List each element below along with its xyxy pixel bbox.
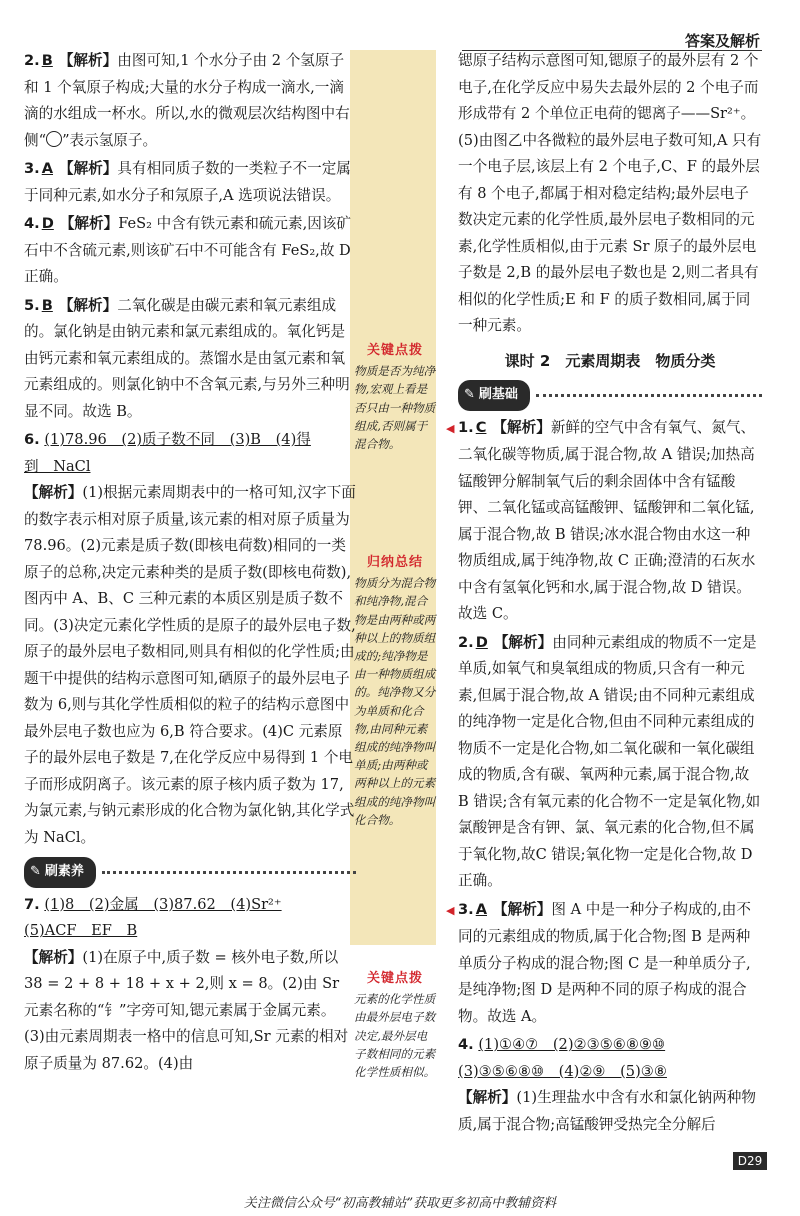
note-key-point-1 <box>354 342 436 453</box>
analysis-text: 新鲜的空气中含有氧气、氮气、二氧化碳等物质,属于混合物,故 A 错误;加热高锰酸钾分解制氧气后的剩余固体中含有锰酸钾、二氧化锰或高锰酸钾、锰酸钾和二氧化锰,属于混合物,故 B 错误;冰水混合物由水这一种物质组成,属于纯净物,故 C 正确;澄清的石灰水中含有氢氧化钙和水,属于混合物,故 D 错误。故选 C。 <box>458 418 756 622</box>
analysis-text: FeS₂ 中含有铁元素和硫元素,因该矿石中不含硫元素,则该矿石中不可能含有 FeS₂,故 D 正确。 <box>24 215 352 285</box>
analysis-tag: 【解析】 <box>493 900 552 918</box>
triangle-marker-icon: ◀ <box>446 903 455 917</box>
answer-stem-cont: (5)ACF EF B <box>24 922 138 939</box>
answer-item-r4 <box>458 1032 762 1138</box>
analysis-tag: 【解析】 <box>58 52 118 69</box>
note-title: 关键点拨 <box>366 343 423 358</box>
answer-item-6 <box>24 427 356 851</box>
badge-label: 刷基础 <box>478 387 518 402</box>
page-number: D29 <box>733 1152 767 1170</box>
analysis-tag: 【解析】 <box>59 160 118 177</box>
analysis-tag: 【解析】 <box>492 418 551 436</box>
note-text: 物质是否为纯净物,宏观上看是否只由一种物质组成,否则属于混合物。 <box>354 364 436 452</box>
lesson-heading: 课时 2 元素周期表 物质分类 <box>504 351 716 370</box>
dotted-rule <box>536 394 762 397</box>
item-number: 2. <box>458 633 474 651</box>
note-summary <box>354 554 436 829</box>
item-number: 3. <box>24 160 40 177</box>
answer-letter: B <box>41 296 53 314</box>
item-number: 5. <box>24 296 40 314</box>
analysis-tag: 【解析】 <box>58 296 118 314</box>
answer-stem: (1)①④⑦ (2)②③⑤⑥⑧⑨⑩ <box>478 1036 666 1053</box>
analysis-text: 图 A 中是一种分子构成的,由不同的元素组成的物质,属于化合物;图 B 是两种单质分子构成的混合物;图 C 是一种单质分子,是纯净物;图 D 是两种不同的原子构成的混合物。故选 A。 <box>458 900 751 1025</box>
analysis-text: 二氧化碳是由碳元素和氧元素组成的。氯化钠是由钠元素和氯元素组成的。氧化钙是由钙元素和氧元素组成的。蒸馏水是由氢元素和氧元素组成的。则氯化钠中不含氧元素,与另外三种明显不同。故选 B。 <box>24 296 350 420</box>
answer-letter: B <box>41 52 53 69</box>
footer-notice: 关注微信公众号“初高教辅站”获取更多初高中教辅资料 <box>243 1196 557 1211</box>
continued-text: 锶原子结构示意图可知,锶原子的最外层有 2 个电子,在化学反应中易失去最外层的 2 个电子而形成带有 2 个单位正电荷的锶离子——Sr²⁺。(5)由图乙中各微粒的最外层电子数可知,A 只有一个电子层,该层上有 2 个电子,C、F 的最外层有 8 个电子,都属于相对稳定结构;最外层电子数决定元素的化学性质,最外层电子数相同的元素,化学性质相似,由于元素 Sr 原子的最外层电子数是 2,B 的最外层电子数也是 2,则二者具有相似的化学性质;E 和 F 的质子数相同,属于同一种元素。 <box>458 52 762 334</box>
item-number: 7. <box>24 895 40 913</box>
badge-label: 刷素养 <box>44 864 84 879</box>
right-column <box>446 48 762 1140</box>
note-title: 归纳总结 <box>366 555 423 570</box>
answer-item-r1 <box>446 415 762 628</box>
item-number: 1. <box>458 418 474 436</box>
note-text: 物质分为混合物和纯净物,混合物是由两种或两种以上的物质组成的;纯净物是由一种物质组成的。纯净物又分为单质和化合物,由同种元素组成的纯净物叫单质;由两种或两种以上的元素组成的纯净物叫化合物。 <box>354 576 436 827</box>
section-divider <box>24 857 356 888</box>
analysis-text: (1)在原子中,质子数 = 核外电子数,所以 38 = 2 + 8 + 18 + x + 2,则 x = 8。(2)由 Sr 元素名称的“钅”字旁可知,锶元素属于金属元素。(3)由元素周期表一格中的信息可知,Sr 元素的相对原子质量为 87.62。(4)由 <box>24 948 349 1072</box>
analysis-text: 具有相同质子数的一类粒子不一定属于同种元素,如水分子和氖原子,A 选项说法错误。 <box>24 160 351 204</box>
analysis-text: (1)生理盐水中含有水和氯化钠两种物质,属于混合物;高锰酸钾受热完全分解后 <box>458 1089 756 1133</box>
analysis-tag: 【解析】 <box>493 633 553 651</box>
analysis-text: 由图可知,1 个水分子由 2 个氢原子和 1 个氧原子构成;大量的水分子构成一滴水,一滴滴的水组成一杯水。所以,水的微观层次结构图中右侧“ <box>24 52 350 149</box>
pencil-icon: ✎ <box>30 864 41 879</box>
item-number: 6. <box>24 431 40 448</box>
answer-item-r3 <box>446 897 762 1031</box>
answer-item-5 <box>24 293 356 426</box>
item-number: 3. <box>458 900 474 918</box>
note-text: 元素的化学性质由最外层电子数决定,最外层电子数相同的元素化学性质相似。 <box>354 992 436 1080</box>
analysis-text: (1)根据元素周期表中的一格可知,汉字下面的数字表示相对原子质量,该元素的相对原子质量为 78.96。(2)元素是质子数(即核电荷数)相同的一类原子的总称,决定元素种类的是质子数(即核电荷数),图丙中 A、B、C 三种元素的本质区别是质子数不同。(3)决定元素化学性质的是原子的最外层电子数,原子的最外层电子数相同,则具有相似的化学性质;由题干中提供的结构示意图可知,硒原子的最外层电子数为 6,则与其化学性质相似的粒子的结构示意图中最外层电子数也应为 6,B 符合要求。(4)C 元素原子的最外层电子数是 7,在化学反应中易得到 1 个电子而形成阴离子。该元素的原子核内质子数为 17,为氯元素,与钠元素形成的化合物为氯化钠,其化学式为 NaCl。 <box>24 484 356 846</box>
analysis-tag: 【解析】 <box>458 1089 517 1106</box>
item-number: 2. <box>24 52 40 69</box>
left-column <box>24 48 356 1079</box>
analysis-tag: 【解析】 <box>59 215 119 232</box>
analysis-text-end: ”表示氢原子。 <box>62 131 158 149</box>
item-number: 4. <box>458 1036 474 1053</box>
section-tag: 答案及解析 <box>684 32 760 50</box>
answer-stem: (1)78.96 (2)质子数不同 (3)B (4)得 <box>44 431 311 448</box>
analysis-tag: 【解析】 <box>24 484 83 501</box>
answer-item-7 <box>24 892 356 1078</box>
answer-item-2 <box>24 48 356 154</box>
answer-letter: A <box>41 160 53 177</box>
note-title: 关键点拨 <box>366 971 423 986</box>
note-key-point-2 <box>354 970 436 1081</box>
answer-stem-cont: (3)③⑤⑥⑧⑩ (4)②⑨ (5)③⑧ <box>458 1062 667 1080</box>
answer-stem-cont: 到 NaCl <box>24 457 91 475</box>
pencil-icon: ✎ <box>464 387 475 402</box>
answer-item-3 <box>24 156 356 209</box>
section-divider <box>458 380 762 411</box>
answer-stem: (1)8 (2)金属 (3)87.62 (4)Sr²⁺ <box>44 895 282 913</box>
analysis-tag: 【解析】 <box>24 948 83 966</box>
section-badge <box>24 857 96 888</box>
triangle-marker-icon: ◀ <box>446 421 455 435</box>
answer-letter: D <box>475 633 488 651</box>
section-badge <box>458 380 530 411</box>
answer-letter: A <box>475 900 487 918</box>
analysis-text: 由同种元素组成的物质不一定是单质,如氧气和臭氧组成的物质,只含有一种元素,但属于混合物,故 A 错误;由不同种元素组成的纯净物一定是化合物,但由不同种元素组成的物质不一定是化合物,如二氧化碳和一氧化碳组成的物质,含有碳、氧两种元素,属于混合物,故 B 错误;含有氧元素的化合物不一定是氧化物,如氯酸钾是含有钾、氯、氧元素的化合物,但不属于氧化物,故C 错误;氧化物一定是化合物,故 D 正确。 <box>458 633 761 889</box>
item-number: 4. <box>24 215 40 232</box>
answer-item-4 <box>24 211 356 291</box>
answer-item-r2 <box>458 630 762 895</box>
answer-letter: C <box>475 418 487 436</box>
answer-letter: D <box>41 215 54 232</box>
dotted-rule <box>102 871 356 874</box>
circle-icon <box>46 131 62 147</box>
